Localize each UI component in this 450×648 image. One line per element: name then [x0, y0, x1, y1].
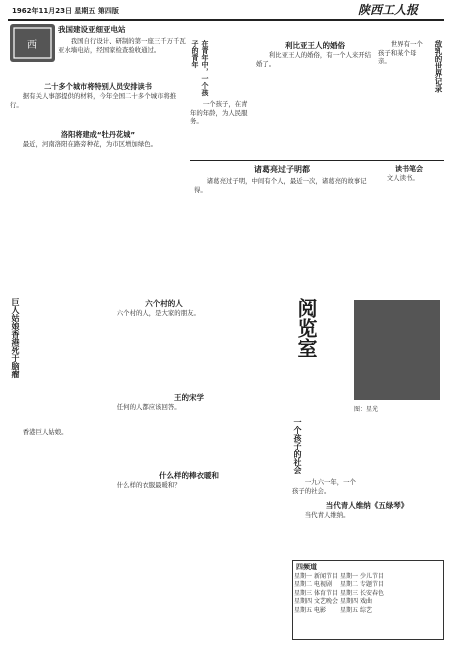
table-row: 星期四 文艺晚会 星期四 戏曲 [294, 598, 373, 606]
article-body: 当代青人维纳。 [304, 511, 350, 519]
article-title: 诸葛亮过子明都 [254, 165, 310, 174]
article-body: 据有关人事部提供的材料，今年全国二十多个城市将推行。 [10, 92, 177, 109]
article-body: 诸葛亮过子明，中间有个人，最近一次，诸葛亮的故事记得。 [194, 177, 367, 194]
table-row: 星期五 电影 星期五 综艺 [294, 606, 373, 614]
article-body: 文人读书。 [386, 174, 419, 182]
article-body: 一九六一年，一个孩子的社会。 [292, 478, 356, 495]
article-hydro [58, 24, 186, 55]
article-title: 利比亚王人的婚俗 [285, 41, 345, 50]
article-body: 世界有一个孩子和某个母亲。 [378, 40, 423, 66]
dark-photo [354, 300, 440, 400]
article-body: 香港巨人姑娘。 [22, 428, 68, 436]
article-giant [10, 298, 100, 438]
paper-title: 陕西工人报 [358, 3, 419, 17]
seal-logo [10, 24, 55, 62]
article-title: 什么样的棒衣暖和 [159, 471, 219, 480]
article-title: 当代青人维纳《五绿琴》 [325, 501, 409, 510]
article-title: 洛阳将建成“牡丹花城” [60, 130, 136, 139]
article-libya [256, 40, 374, 69]
svg-text:西: 西 [27, 40, 37, 51]
article-title: 六个村的人 [145, 299, 183, 308]
table-row: 星期三 体育节目 星期三 长安春色 [294, 589, 385, 597]
section-rule [190, 160, 444, 161]
article-title: 巨人姑娘香港死于脑瘤 [11, 298, 20, 378]
article-title: 王的宋学 [174, 393, 204, 402]
article-title: 二十多个城市将特别人员安排读书 [44, 82, 152, 91]
article-king [104, 392, 274, 413]
schedule-title: 四频道 [296, 563, 317, 571]
article-title: 在青年中，一个孩子的青年 [191, 40, 209, 96]
article-body: 我国自行设计、研制的第一座三千万千瓦亚水墙电站，经国家检查验收通过。 [58, 37, 186, 54]
masthead-rule [8, 19, 444, 21]
article-sweater [104, 470, 274, 491]
article-title: 我国建设亚细亚电站 [58, 25, 126, 34]
article-title: 敌乳的世界记录 [434, 40, 443, 93]
article-reading [374, 164, 444, 184]
article-vienna [292, 500, 442, 521]
table-row: 星期一 新闻节目 星期一 少儿节目 [294, 573, 385, 580]
article-zhuge [194, 164, 370, 195]
article-youth [190, 40, 250, 127]
article-body: 什么样的衣服最暖和？ [116, 481, 181, 489]
seal-logo-icon [10, 24, 55, 62]
article-milk-record [378, 40, 444, 93]
article-body: 最近，河南洛阳在路旁种花，为市区增加绿色。 [22, 140, 157, 148]
article-body: 六个村的人，是大家的朋友。 [116, 309, 200, 317]
reading-room-column [292, 298, 352, 388]
article-body: 任何的人都应该回答。 [116, 403, 181, 411]
article-child-society [292, 418, 362, 496]
photo-caption: 图：星光 [354, 406, 379, 413]
date-line: 1962年11月23日 星期五 第四版 [12, 7, 119, 15]
article-body: 利比亚王人的婚俗，有一个人来开结婚了。 [256, 51, 372, 68]
article-cities [10, 82, 186, 110]
tv-schedule [292, 560, 444, 640]
article-luoyang [10, 130, 186, 150]
article-six-villages [104, 298, 224, 319]
schedule-table [293, 573, 385, 615]
column-title: 阅览室 [294, 298, 318, 358]
article-title: 一个孩子的社会 [293, 418, 302, 474]
article-title: 读书笔会 [395, 165, 423, 173]
article-body: 一个孩子，在青年的年龄，为人民服务。 [190, 100, 248, 126]
table-row: 星期二 电视剧 星期二 专题节目 [294, 581, 385, 589]
